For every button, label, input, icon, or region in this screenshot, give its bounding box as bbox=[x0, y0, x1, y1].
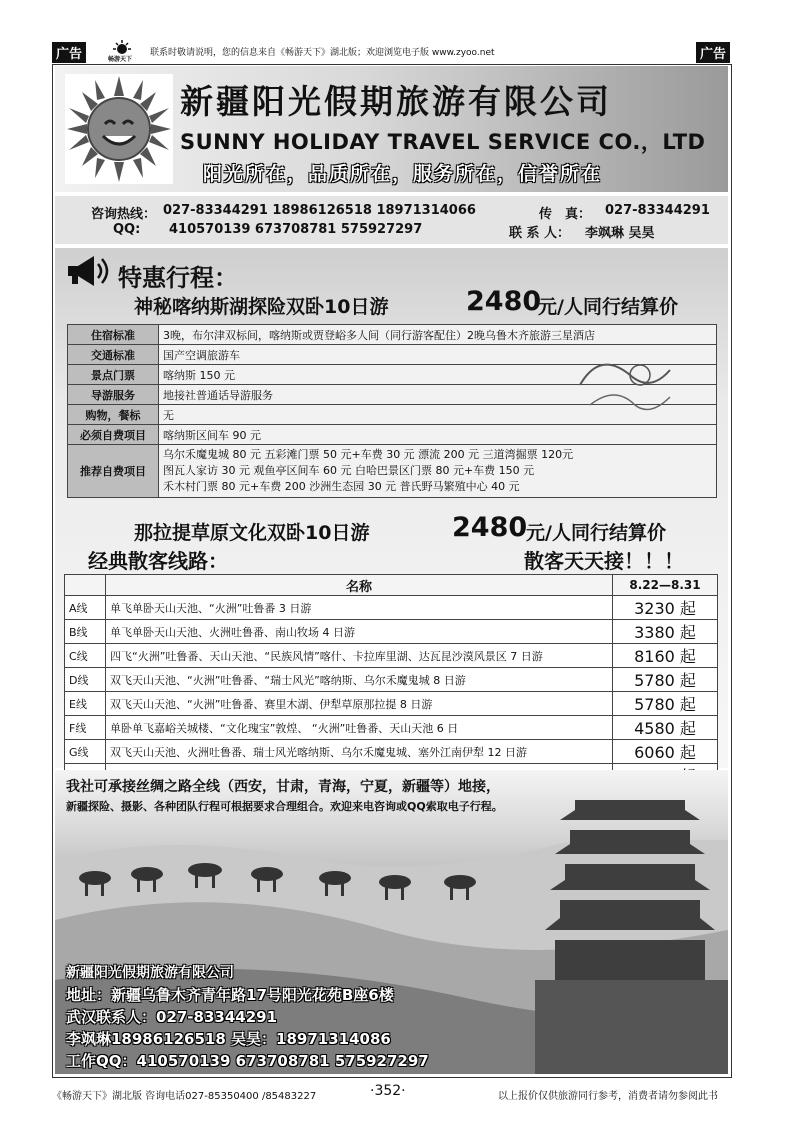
contact-person-names: 李飒琳 吴昊 bbox=[585, 226, 655, 241]
detail-label: 交通标准 bbox=[68, 345, 159, 365]
decorative-swirl bbox=[570, 345, 680, 425]
route-name: 单卧单飞嘉峪关城楼、“文化瑰宝”敦煌、 “火洲”吐鲁番、天山天池 6 日 bbox=[106, 716, 613, 740]
route-line: D线 bbox=[65, 668, 106, 692]
ad-label-right: 广告 bbox=[696, 42, 730, 63]
detail-row bbox=[68, 325, 717, 345]
route-line: A线 bbox=[65, 596, 106, 620]
address-qq: 工作QQ：410570139 673708781 575927297 bbox=[66, 1052, 429, 1070]
route-line: B线 bbox=[65, 620, 106, 644]
detail-value: 无 bbox=[159, 405, 717, 425]
detail-label: 住宿标准 bbox=[68, 325, 159, 345]
ad-label-left: 广告 bbox=[52, 42, 86, 63]
tour1-price: 2480 bbox=[466, 286, 542, 317]
contact-bar bbox=[55, 196, 728, 244]
promo-heading: 特惠行程： bbox=[118, 264, 238, 292]
detail-value: 国产空调旅游车 bbox=[159, 345, 717, 365]
detail-row bbox=[68, 425, 717, 445]
route-price: 6060 起 bbox=[613, 740, 718, 764]
detail-label: 景点门票 bbox=[68, 365, 159, 385]
address-people: 李飒琳18986126518 吴昊：18971314086 bbox=[66, 1030, 391, 1048]
route-price: 3380 起 bbox=[613, 620, 718, 644]
header-name: 名称 bbox=[106, 575, 613, 596]
contact-person-label: 联 系 人： bbox=[509, 226, 571, 241]
optional-item-line: 乌尔禾魔鬼城 80 元 五彩滩门票 50 元+车费 30 元 漂流 200 元 三道湾掘票 120元 bbox=[163, 448, 574, 461]
detail-label: 购物，餐标 bbox=[68, 405, 159, 425]
megaphone-icon bbox=[64, 254, 110, 288]
optional-item-line: 禾木村门票 80 元+车费 200 沙洲生态园 30 元 普氏野马繁殖中心 40 元 bbox=[163, 480, 520, 493]
tour2-price-unit: 元/人同行结算价 bbox=[526, 522, 666, 544]
route-row bbox=[65, 692, 718, 716]
route-row bbox=[65, 596, 718, 620]
address-company: 新疆阳光假期旅游有限公司 bbox=[66, 965, 234, 981]
route-name: 双飞天山天池、火洲吐鲁番、瑞士风光喀纳斯、乌尔禾魔鬼城、塞外江南伊犁 12 日游 bbox=[106, 740, 613, 764]
tour1-title: 神秘喀纳斯湖探险双卧10日游 bbox=[134, 296, 389, 318]
route-name: 单飞单卧天山天池、“火洲”吐鲁番 3 日游 bbox=[106, 596, 613, 620]
route-row bbox=[65, 740, 718, 764]
footer-left: 《畅游天下》湖北版 咨询电话027-85350400 /85483227 bbox=[52, 1091, 317, 1102]
magazine-logo-text: 畅游天下 bbox=[108, 56, 133, 63]
detail-value: 喀纳斯区间车 90 元 bbox=[159, 425, 717, 445]
address-line: 地址：新疆乌鲁木齐青年路17号阳光花苑B座6楼 bbox=[66, 986, 394, 1004]
address-wuhan-contact: 武汉联系人：027-83344291 bbox=[66, 1008, 278, 1026]
detail-label: 导游服务 bbox=[68, 385, 159, 405]
route-price: 5780 起 bbox=[613, 668, 718, 692]
company-header bbox=[55, 66, 728, 192]
sun-icon bbox=[65, 74, 173, 184]
top-strip bbox=[52, 40, 730, 62]
route-row bbox=[65, 620, 718, 644]
silk-road-line1: 我社可承接丝绸之路全线（西安，甘肃，青海，宁夏，新疆等）地接， bbox=[66, 779, 500, 795]
company-name-cn: 新疆阳光假期旅游有限公司 bbox=[180, 82, 612, 121]
route-line: F线 bbox=[65, 716, 106, 740]
routes-daily: 散客天天接！！！ bbox=[524, 549, 684, 573]
route-name: 双飞天山天池、“火洲”吐鲁番、赛里木湖、伊犁草原那拉提 8 日游 bbox=[106, 692, 613, 716]
silk-road-line2: 新疆探险、摄影、各种团队行程可根据要求合理组合。欢迎来电咨询或QQ索取电子行程。 bbox=[66, 800, 503, 813]
detail-value-multiline bbox=[159, 445, 717, 498]
tour1-price-unit: 元/人同行结算价 bbox=[538, 296, 678, 318]
tour2-price: 2480 bbox=[452, 512, 528, 543]
route-price: 5780 起 bbox=[613, 692, 718, 716]
route-line: G线 bbox=[65, 740, 106, 764]
route-price: 8160 起 bbox=[613, 644, 718, 668]
fax-label: 传 真： bbox=[539, 207, 592, 222]
top-notice: 联系时敬请说明，您的信息来自《畅游天下》湖北版；欢迎浏览电子版 www.zyoo.net bbox=[150, 48, 495, 58]
routes-header-row bbox=[65, 575, 718, 596]
qq-label: QQ: bbox=[113, 222, 141, 237]
route-name: 单飞单卧天山天池、火洲吐鲁番、南山牧场 4 日游 bbox=[106, 620, 613, 644]
route-price: 4580 起 bbox=[613, 716, 718, 740]
route-name: 四飞“火洲”吐鲁番、天山天池、“民族风情”喀什、卡拉库里湖、达瓦昆沙漠风景区 7 日游 bbox=[106, 644, 613, 668]
company-slogan: 阳光所在，品质所在，服务所在，信誉所在 bbox=[203, 163, 603, 185]
route-price: 3230 起 bbox=[613, 596, 718, 620]
page-number: ·352· bbox=[370, 1083, 406, 1099]
route-row bbox=[65, 716, 718, 740]
tour2-title: 那拉提草原文化双卧10日游 bbox=[134, 522, 370, 544]
company-name-en: SUNNY HOLIDAY TRAVEL SERVICE CO.，LTD bbox=[180, 130, 706, 154]
detail-label: 推荐自费项目 bbox=[68, 445, 159, 498]
routes-table bbox=[64, 574, 718, 788]
optional-item-line: 图瓦人家访 30 元 观鱼亭区间车 60 元 白哈巴景区门票 80 元+车费 150 元 bbox=[163, 464, 535, 477]
footer-right: 以上报价仅供旅游同行参考，消费者请勿参阅此书 bbox=[498, 1091, 718, 1102]
routes-heading: 经典散客线路： bbox=[88, 549, 228, 573]
route-line: C线 bbox=[65, 644, 106, 668]
detail-value: 喀纳斯 150 元 bbox=[159, 365, 717, 385]
route-name: 双飞天山天池、“火洲”吐鲁番、“瑞士风光”喀纳斯、乌尔禾魔鬼城 8 日游 bbox=[106, 668, 613, 692]
detail-row bbox=[68, 445, 717, 498]
hotline-label: 咨询热线： bbox=[91, 207, 157, 222]
route-row bbox=[65, 668, 718, 692]
detail-label: 必须自费项目 bbox=[68, 425, 159, 445]
fax-number: 027-83344291 bbox=[605, 203, 710, 218]
sun-logo-box bbox=[65, 74, 173, 184]
qq-numbers: 410570139 673708781 575927297 bbox=[169, 222, 423, 237]
route-row bbox=[65, 644, 718, 668]
header-date: 8.22—8.31 bbox=[613, 575, 718, 596]
header-empty bbox=[65, 575, 106, 596]
detail-value: 3晚，布尔津双标间，喀纳斯或贾登峪多人间（同行游客配住）2晚乌鲁木齐旅游三星酒店 bbox=[159, 325, 717, 345]
hotline-numbers: 027-83344291 18986126518 18971314066 bbox=[163, 203, 476, 218]
route-line: E线 bbox=[65, 692, 106, 716]
detail-value: 地接社普通话导游服务 bbox=[159, 385, 717, 405]
